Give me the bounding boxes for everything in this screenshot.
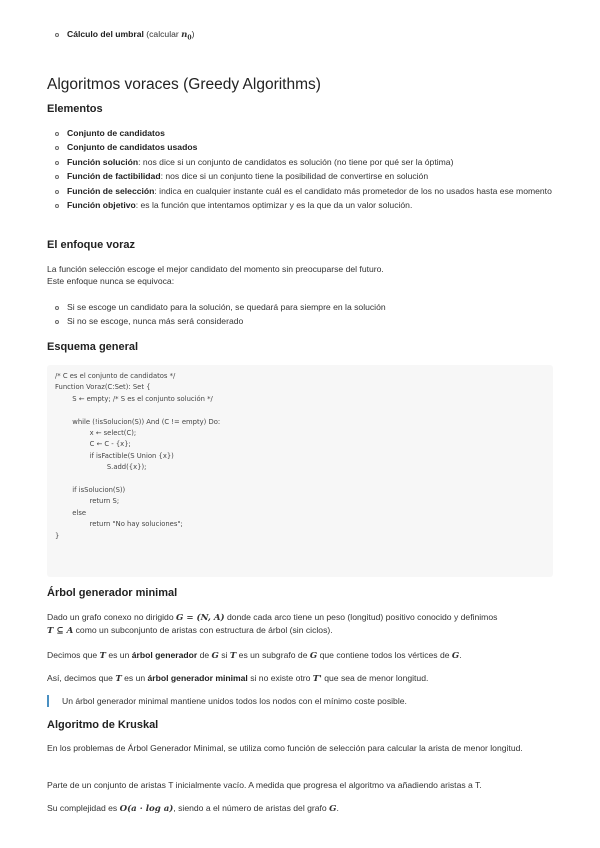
list-item (47, 127, 553, 139)
math-t-subset: T ⊆ A (47, 626, 74, 637)
text: como un subconjunto de aristas con estructura de árbol (sin ciclos). (73, 625, 333, 636)
bold-term: árbol generador (131, 650, 198, 660)
item-bold: Función de selección (67, 185, 155, 196)
list-item (47, 141, 553, 153)
item-text-close: ) (191, 29, 195, 39)
arbol-paragraph-2 (47, 649, 553, 662)
item-bold: Cálculo del umbral (67, 29, 144, 39)
item-text: : nos dice si un conjunto de candidatos es solución (no tiene por qué ser la óptima) (138, 156, 454, 167)
heading-elementos: Elementos (47, 103, 103, 115)
text: , siendo a el número de aristas del grafo (173, 803, 330, 813)
text: Decimos que (47, 650, 100, 660)
math-g-def: G = (N, A) (176, 613, 225, 623)
text: es un (121, 673, 148, 683)
enfoque-line: Este enfoque nunca se equivoca: (47, 276, 175, 287)
text: donde cada arco tiene un peso (longitud) positivo conocido y definimos (224, 612, 498, 622)
math-t: T (229, 651, 237, 661)
elementos-list (47, 127, 553, 214)
list-item (47, 28, 553, 43)
heading-esquema: Esquema general (47, 341, 139, 353)
item-text: : nos dice si un conjunto tiene la posibilidad de convertirse en solución (160, 171, 429, 182)
text: . (459, 650, 462, 660)
list-item (47, 199, 553, 211)
text: . (336, 803, 339, 813)
list-item (47, 185, 553, 197)
enfoque-list (47, 301, 553, 330)
heading-arbol: Árbol generador minimal (47, 587, 178, 599)
list-item (47, 170, 553, 182)
text: de (197, 650, 212, 660)
item-bold: Conjunto de candidatos usados (67, 142, 198, 153)
text: que contiene todos los vértices de (317, 650, 452, 660)
math-g: G (211, 651, 219, 661)
math-n: n (181, 30, 188, 40)
page-title: Algoritmos voraces (Greedy Algorithms) (47, 76, 321, 93)
enfoque-paragraph (47, 263, 553, 288)
list-item: Si no se escoge, nunca más será considerado (47, 315, 553, 327)
top-list (47, 28, 553, 45)
math-complexity: O(a · log a) (119, 804, 174, 814)
text: que sea de menor longitud. (321, 673, 429, 683)
item-text: : es la función que intentamos optimizar y es la que da un valor solución. (135, 200, 413, 211)
paragraph-text: Parte de un conjunto de aristas T inicialmente vacío. A medida que progresa el algoritmo va añadiendo aristas a T. (47, 780, 482, 790)
item-bold: Función objetivo (67, 200, 136, 211)
text: si (218, 650, 230, 660)
text: Así, decimos que (47, 673, 116, 683)
item-bold: Función de factibilidad (67, 171, 161, 182)
blockquote (47, 695, 568, 707)
text: es un (105, 650, 132, 660)
quote-text: Un árbol generador minimal mantiene unidos todos los nodos con el mínimo coste posible. (62, 696, 407, 706)
item-text: : indica en cualquier instante cuál es el candidato más prometedor de los no usados hasta ese momento (154, 185, 552, 196)
code-block: /* C es el conjunto de candidatos */ Function Voraz(C:Set): Set { S ← empty; /* S es el conjunto solución */ while (!isSolucion(S)) And (C != empty) Do: x ← select(C); C ← C - {x}; if isFactible(S Union {x}) S.add({x}); if isSolucion(S)) return S; else return "No hay soluciones"; } (47, 365, 553, 577)
text: si no existe otro (247, 673, 313, 683)
heading-kruskal: Algoritmo de Kruskal (47, 719, 159, 731)
item-text: (calcular (143, 29, 182, 39)
heading-enfoque: El enfoque voraz (47, 239, 136, 251)
text: Dado un grafo conexo no dirigido (47, 612, 176, 622)
list-item (47, 156, 553, 168)
bold-term: árbol generador minimal (147, 673, 248, 683)
math-t-prime: T' (312, 674, 322, 684)
item-bold: Función solución (67, 156, 139, 167)
list-item: Si se escoge un candidato para la solución, se quedará para siempre en la solución (47, 301, 553, 313)
kruskal-paragraph-2 (47, 779, 553, 791)
kruskal-paragraph-1 (47, 742, 553, 754)
text: Su complejidad es (47, 803, 120, 813)
math-t: T (99, 651, 106, 661)
paragraph-text: En los problemas de Árbol Generador Minimal, se utiliza como función de selección para calcular la arista de menor longitud. (47, 743, 523, 753)
math-g: G (309, 651, 318, 661)
arbol-paragraph-3 (47, 672, 553, 685)
math-g: G (329, 804, 337, 814)
math-t: T (115, 674, 122, 684)
enfoque-line: La función selección escoge el mejor candidato del momento sin preocuparse del futuro. (47, 264, 384, 274)
math-sub: 0 (187, 34, 192, 42)
text: es un subgrafo de (236, 650, 310, 660)
item-bold: Conjunto de candidatos (67, 128, 165, 138)
kruskal-paragraph-3 (47, 802, 553, 815)
arbol-paragraph-1 (47, 611, 553, 638)
math-g: G (451, 651, 460, 661)
